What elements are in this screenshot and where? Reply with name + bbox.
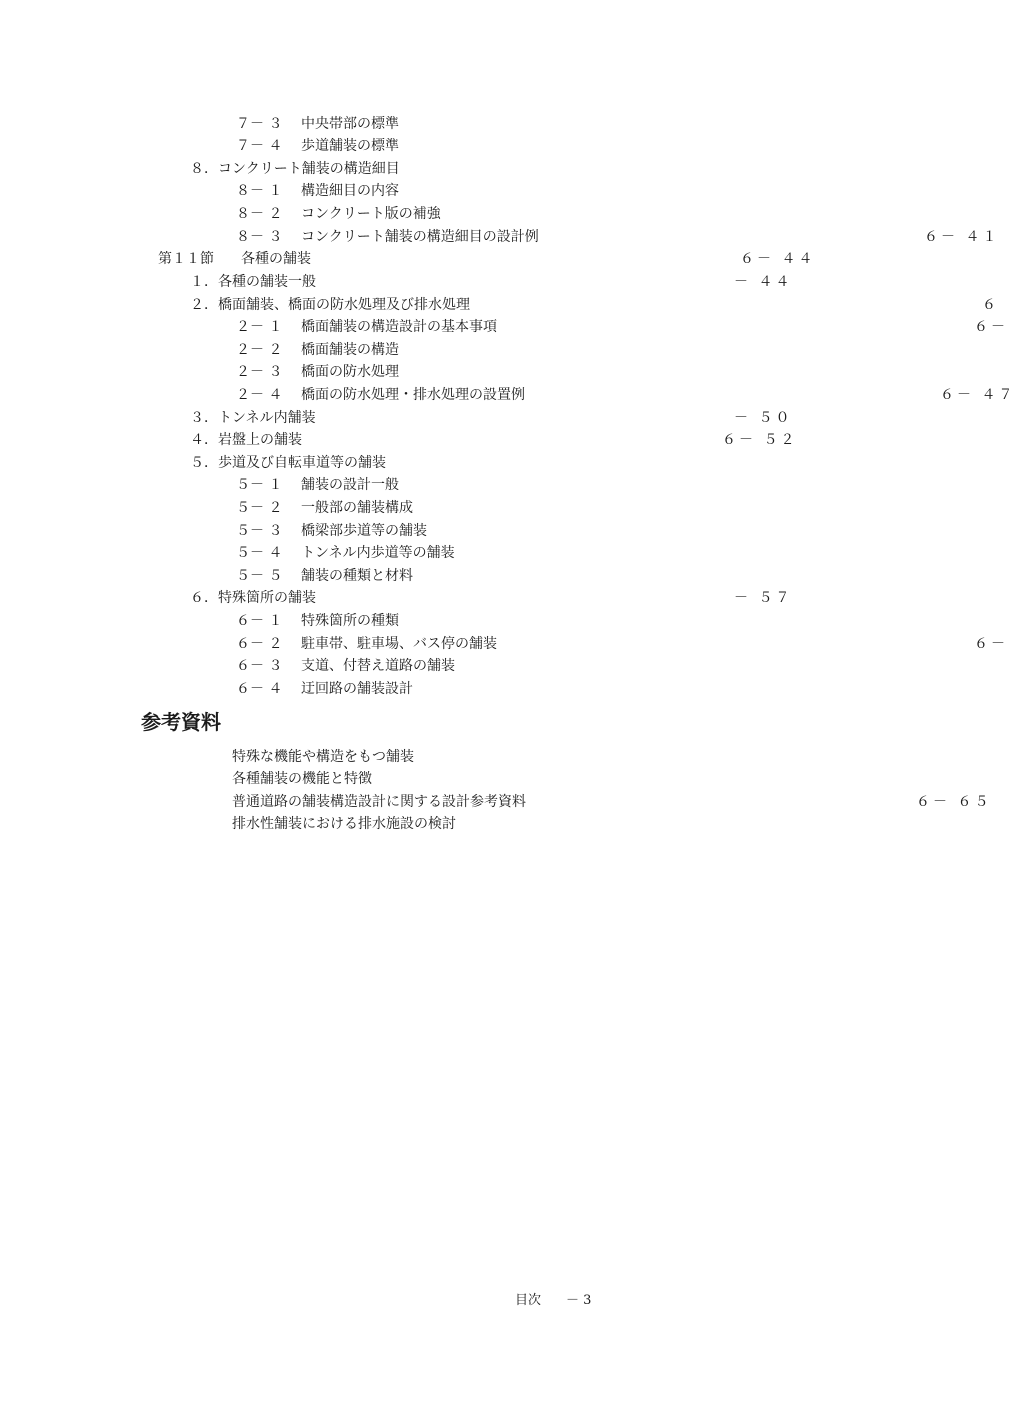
toc-line <box>236 205 282 223</box>
toc-number: ６－ ２ <box>236 636 283 652</box>
toc-number: ６－ ４ <box>236 681 283 697</box>
toc-title <box>301 522 427 540</box>
toc-title-text: 歩道及び自転車道等の舗装 <box>218 455 386 471</box>
toc-title-text: 橋面舗装、橋面の防水処理及び排水処理 <box>218 297 470 313</box>
toc-page: － ４４ <box>734 274 793 290</box>
toc-number: ５． <box>190 455 218 471</box>
toc-title-text: 橋面舗装の構造設計の基本事項 <box>301 319 497 335</box>
toc-title <box>301 228 539 246</box>
toc-line <box>236 137 282 155</box>
toc-number: ４． <box>190 432 218 448</box>
toc-line <box>236 341 282 359</box>
toc-number: ５－ ５ <box>236 568 283 584</box>
toc-line <box>236 228 282 246</box>
reference-page: ６－ ６５ <box>916 794 992 810</box>
toc-page: － ５０ <box>734 410 793 426</box>
toc-title-text: コンクリート舗装の構造細目の設計例 <box>301 229 539 245</box>
toc-line <box>236 386 282 404</box>
toc-line <box>236 318 282 336</box>
toc-number: ５－ ３ <box>236 523 283 539</box>
toc-number: ５－ １ <box>236 477 283 493</box>
toc-line <box>236 476 282 494</box>
toc-number: ５－ ４ <box>236 545 283 561</box>
toc-title-text: 特殊箇所の舗装 <box>218 590 316 606</box>
toc-line <box>236 522 282 540</box>
toc-line <box>236 657 282 675</box>
toc-number: １． <box>190 274 218 290</box>
toc-title-text: 歩道舗装の標準 <box>301 138 399 154</box>
toc-line <box>236 115 282 133</box>
toc-title <box>301 363 399 381</box>
toc-title <box>301 476 399 494</box>
toc-title-text: 迂回路の舗装設計 <box>301 681 413 697</box>
toc-number: ２－ １ <box>236 319 283 335</box>
toc-number: ２－ ２ <box>236 342 283 358</box>
toc-title <box>301 318 497 336</box>
toc-page: ６－ ４４ <box>740 251 816 267</box>
reference-item: 特殊な機能や構造をもつ舗装 <box>232 749 414 765</box>
toc-line <box>236 544 282 562</box>
toc-line <box>190 409 316 427</box>
toc-number: ６． <box>190 590 218 606</box>
toc-title <box>301 341 399 359</box>
toc-number: ７－ ３ <box>236 116 283 132</box>
toc-page: ６－ ４１ <box>924 229 1000 245</box>
toc-page: ６ <box>982 297 999 313</box>
toc-title-text: 橋面の防水処理 <box>301 364 399 380</box>
toc-page: ６－ ５２ <box>722 432 798 448</box>
toc-line <box>236 363 282 381</box>
toc-title-text: 構造細目の内容 <box>301 183 399 199</box>
toc-title-text: トンネル内舗装 <box>218 410 316 426</box>
reference-item: 排水性舗装における排水施設の検討 <box>232 816 456 832</box>
toc-title <box>301 182 399 200</box>
toc-title-text: 舗装の設計一般 <box>301 477 399 493</box>
toc-title-text: 岩盤上の舗装 <box>218 432 302 448</box>
toc-title-text: 舗装の種類と材料 <box>301 568 413 584</box>
toc-title-text: 特殊箇所の種類 <box>301 613 399 629</box>
toc-number: ８． <box>190 161 218 177</box>
toc-number: ２－ ３ <box>236 364 283 380</box>
toc-line <box>190 160 400 178</box>
toc-title-text: 駐車帯、駐車場、バス停の舗装 <box>301 636 497 652</box>
toc-line <box>236 680 282 698</box>
reference-item: 各種舗装の機能と特徴 <box>232 771 372 787</box>
toc-title-text: 橋面の防水処理・排水処理の設置例 <box>301 387 525 403</box>
toc-line <box>236 499 282 517</box>
toc-title <box>301 680 413 698</box>
toc-title-text: 橋梁部歩道等の舗装 <box>301 523 427 539</box>
toc-title <box>301 544 455 562</box>
toc-title <box>301 115 399 133</box>
toc-number: ２－ ４ <box>236 387 283 403</box>
toc-title <box>301 386 525 404</box>
toc-title-text: 支道、付替え道路の舗装 <box>301 658 455 674</box>
toc-title <box>301 567 413 585</box>
toc-title <box>301 612 399 630</box>
toc-page: － ５７ <box>734 590 793 606</box>
toc-title-text: 中央帯部の標準 <box>301 116 399 132</box>
toc-page: ６－ <box>974 319 1008 335</box>
toc-line <box>236 635 282 653</box>
toc-line <box>236 567 282 585</box>
toc-title <box>301 657 455 675</box>
toc-number: ３． <box>190 410 218 426</box>
reference-item: 普通道路の舗装構造設計に関する設計参考資料 <box>232 794 526 810</box>
toc-number: ８－ １ <box>236 183 283 199</box>
toc-line <box>190 431 302 449</box>
section-title <box>241 250 311 268</box>
toc-line <box>236 182 282 200</box>
toc-title <box>301 499 413 517</box>
section-title-text: 各種の舗装 <box>241 251 311 267</box>
toc-page: ６－ ４７ <box>940 387 1015 403</box>
reference-heading: 参考資料 <box>141 710 221 734</box>
section-number: 第１１節 <box>158 251 214 267</box>
toc-title <box>301 635 497 653</box>
toc-line <box>190 296 470 314</box>
toc-number: ７－ ４ <box>236 138 283 154</box>
toc-title <box>301 137 399 155</box>
toc-number: ８－ ３ <box>236 229 283 245</box>
toc-line <box>190 454 386 472</box>
toc-number: ６－ １ <box>236 613 283 629</box>
toc-number: ５－ ２ <box>236 500 283 516</box>
toc-line <box>190 273 316 291</box>
toc-title-text: コンクリート版の補強 <box>301 206 441 222</box>
toc-title-text: 一般部の舗装構成 <box>301 500 413 516</box>
toc-title-text: コンクリート舗装の構造細目 <box>218 161 400 177</box>
toc-title-text: 各種の舗装一般 <box>218 274 316 290</box>
toc-title-text: トンネル内歩道等の舗装 <box>301 545 455 561</box>
toc-title <box>301 205 441 223</box>
toc-number: ８－ ２ <box>236 206 283 222</box>
section-line <box>158 250 214 268</box>
footer-page-number: － 3 <box>566 1293 592 1308</box>
toc-number: ６－ ３ <box>236 658 283 674</box>
toc-title-text: 橋面舗装の構造 <box>301 342 399 358</box>
toc-line <box>190 589 316 607</box>
toc-page: ６－ <box>974 636 1008 652</box>
toc-number: ２． <box>190 297 218 313</box>
footer-label: 目次 <box>515 1293 542 1308</box>
toc-line <box>236 612 282 630</box>
